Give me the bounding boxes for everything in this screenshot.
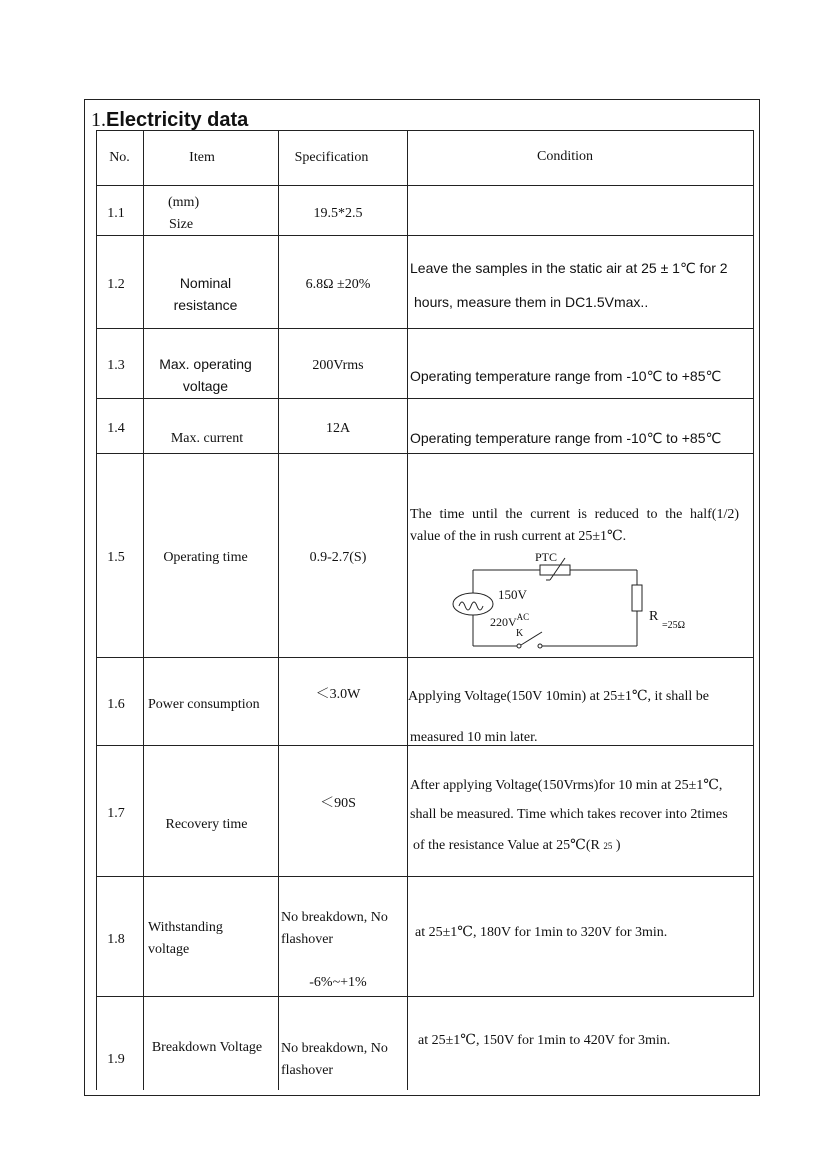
row-condition: Leave the samples in the static air at 25 ± 1℃ for 2: [410, 260, 728, 276]
row-no: 1.3: [107, 358, 125, 373]
row-no: 1.9: [107, 1052, 125, 1067]
row-condition: at 25±1℃, 150V for 1min to 420V for 3min.: [418, 1033, 671, 1048]
table-line: [96, 398, 754, 399]
load-resistor-icon: [632, 585, 642, 611]
row-spec: No breakdown, No: [281, 1041, 388, 1056]
table-line: [96, 235, 754, 236]
switch-lever-icon: [521, 632, 542, 645]
table-line: [407, 130, 408, 1090]
circuit-wiring: [450, 548, 700, 652]
voltage-value: 220V: [490, 615, 517, 629]
row-no: 1.8: [107, 932, 125, 947]
row-item: voltage: [182, 378, 229, 394]
row-no: 1.1: [107, 206, 125, 221]
row-condition: value of the in rush current at 25±1℃.: [410, 529, 627, 544]
table-line: [96, 185, 754, 186]
row-spec: 19.5*2.5: [313, 206, 363, 221]
row-item: resistance: [173, 297, 238, 313]
row-spec-tolerance: -6%~+1%: [309, 975, 367, 990]
row-spec: No breakdown, No: [281, 910, 388, 925]
section-number: 1.: [91, 109, 106, 131]
row-condition: at 25±1℃, 180V for 1min to 320V for 3min.: [415, 925, 668, 940]
row-item: Size: [169, 217, 194, 232]
table-line: [96, 996, 754, 997]
row-item: Withstanding: [148, 920, 223, 935]
row-condition: After applying Voltage(150Vrms)for 10 min at 25±1℃,: [410, 778, 723, 793]
row-item: Max. current: [170, 431, 244, 446]
header-item: Item: [189, 150, 215, 165]
row-spec: flashover: [281, 932, 334, 947]
row-condition: Operating temperature range from -10℃ to +85℃: [410, 368, 722, 384]
table-line: [96, 657, 754, 658]
row-condition: hours, measure them in DC1.5Vmax..: [414, 294, 649, 310]
table-line: [96, 130, 754, 131]
section-title: Electricity data: [106, 109, 249, 131]
row-condition: Operating temperature range from -10℃ to +85℃: [410, 430, 722, 446]
condition-text-end: ): [615, 838, 621, 853]
table-line: [753, 130, 754, 185]
header-no: No.: [109, 150, 130, 165]
voltage-label-150: 150V: [498, 587, 527, 602]
ac-superscript: AC: [516, 612, 530, 622]
row-item: Operating time: [163, 550, 248, 565]
row-no: 1.7: [107, 806, 125, 821]
test-circuit-diagram: [450, 548, 700, 652]
row-item: Recovery time: [165, 817, 248, 832]
ptc-label: PTC: [535, 550, 558, 564]
row-item: voltage: [148, 942, 190, 957]
row-condition: [413, 835, 621, 857]
row-condition: The time until the current is reduced to the half(1/2): [410, 507, 739, 522]
row-spec: 0.9-2.7(S): [309, 550, 367, 565]
switch-contact-icon: [538, 644, 542, 648]
resistor-value: =25Ω: [662, 620, 686, 631]
row-spec: 12A: [325, 421, 351, 436]
row-spec: ＜3.0W: [315, 687, 361, 702]
row-spec: 200Vrms: [312, 358, 364, 373]
row-no: 1.4: [107, 421, 125, 436]
condition-text: of the resistance Value at 25℃(R: [413, 838, 600, 853]
table-line: [753, 185, 754, 996]
header-condition: Condition: [536, 149, 593, 164]
header-spec: Specification: [294, 150, 369, 165]
row-no: 1.5: [107, 550, 125, 565]
row-condition: Applying Voltage(150V 10min) at 25±1℃, it shall be: [408, 689, 709, 704]
row-no: 1.6: [107, 697, 125, 712]
switch-label: K: [516, 628, 524, 639]
row-item: Max. operating: [159, 356, 252, 372]
row-item: Nominal: [179, 275, 232, 291]
row-spec: flashover: [281, 1063, 334, 1078]
row-spec: 6.8Ω ±20%: [305, 277, 371, 292]
table-line: [96, 453, 754, 454]
table-line: [96, 328, 754, 329]
voltage-label-220: [490, 610, 529, 629]
row-spec: ＜90S: [320, 796, 356, 811]
row-condition: measured 10 min later.: [410, 730, 538, 745]
row-no: 1.2: [107, 277, 125, 292]
resistor-label: R: [649, 609, 659, 624]
table-line: [96, 876, 754, 877]
section-heading: [91, 108, 248, 132]
r25-subscript: 25: [603, 841, 613, 851]
row-item: Breakdown Voltage: [151, 1040, 263, 1055]
ac-source-icon: [453, 593, 493, 615]
row-condition: shall be measured. Time which takes recover into 2times: [410, 807, 728, 822]
row-item-unit: (mm): [168, 195, 200, 210]
switch-contact-icon: [517, 644, 521, 648]
row-item: Power consumption: [148, 697, 260, 712]
